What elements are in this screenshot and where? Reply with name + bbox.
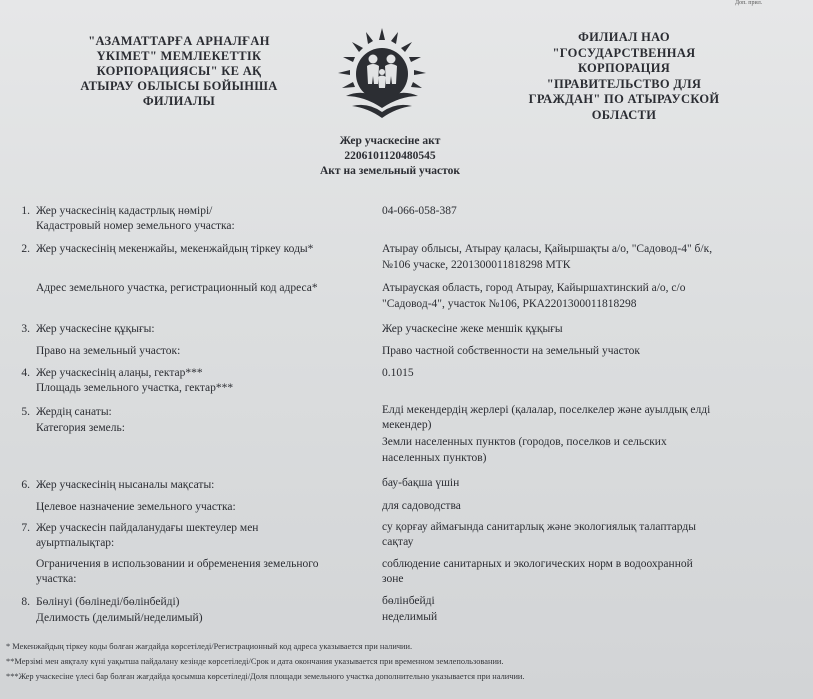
footnote-1: * Мекенжайдың тіркеу коды болған жағдайда көрсетіледі/Регистрационный код адреса указывается при наличии. <box>6 642 413 651</box>
address-value-ru-line1: Атырауская область, город Атырау, Кайыршахтинский а/о, с/о <box>382 282 686 294</box>
address-label-kz: Жер учаскесінің мекенжайы, мекенжайдың тіркеу коды* <box>36 243 314 255</box>
cadastral-label-kz: Жер учаскесінің кадастрлық нөмірі/ <box>36 205 213 217</box>
restrictions-value-kz-line1: су қорғау аймағында санитарлық және экологиялық талаптарды <box>382 521 696 533</box>
cadastral-number-value: 04-066-058-387 <box>382 205 457 217</box>
item-number: 4. <box>21 367 30 379</box>
category-label-ru: Категория земель: <box>36 422 125 434</box>
header-left-line: "АЗАМАТТАРҒА АРНАЛҒАН <box>88 34 270 48</box>
category-value-kz-line1: Елді мекендердің жерлері (қалалар, поселкелер және ауылдық елді <box>382 404 711 416</box>
header-left-line: АТЫРАУ ОБЛЫСЫ БОЙЫНША <box>80 79 278 93</box>
divisibility-value-ru: неделимый <box>382 611 438 623</box>
category-label-kz: Жердің санаты: <box>36 406 112 418</box>
act-number: 2206101120480545 <box>344 150 436 162</box>
area-label-kz: Жер учаскесінің алаңы, гектар*** <box>36 367 203 379</box>
item-number: 1. <box>21 205 30 217</box>
restrictions-value-ru-line2: зоне <box>382 573 404 585</box>
header-right-line: ОБЛАСТИ <box>591 107 657 122</box>
purpose-label-kz: Жер учаскесінің нысаналы мақсаты: <box>36 479 215 491</box>
header-right-ru <box>506 30 742 123</box>
header-left-line: ҮКІМЕТ" МЕМЛЕКЕТТІК <box>96 49 262 63</box>
item-number: 2. <box>21 243 30 255</box>
category-value-ru-line1: Земли населенных пунктов (городов, поселков и сельских <box>382 436 667 448</box>
address-value-kz-line2: №106 учаске, 220130001181​8298 МТК <box>382 259 571 271</box>
header-right-line: КОРПОРАЦИЯ <box>577 61 671 75</box>
right-label-kz: Жер учаскесіне құқығы: <box>36 323 155 335</box>
header-right-line: ГРАЖДАН" ПО АТЫРАУСКОЙ <box>528 92 720 106</box>
item-number: 7. <box>21 522 30 534</box>
divisibility-label-kz: Бөлінуі (бөлінеді/бөлінбейді) <box>36 596 180 608</box>
right-value-ru: Право частной собственности на земельный участок <box>382 345 640 357</box>
header-left-kz <box>48 34 310 109</box>
restrictions-label-ru-line2: участка: <box>36 573 77 585</box>
act-title-block <box>290 134 490 179</box>
header-left-line: ФИЛИАЛЫ <box>142 94 216 108</box>
item-number: 8. <box>21 596 30 608</box>
right-label-ru: Право на земельный участок: <box>36 345 181 357</box>
address-value-kz-line1: Атырау облысы, Атырау қаласы, Қайыршақты а/о, "Садовод-4" б/к, <box>382 243 713 255</box>
item-number: 5. <box>21 406 30 418</box>
address-label-ru: Адрес земельного участка, регистрационный код адреса* <box>36 282 318 294</box>
footnote-2: **Мерзімі мен аяқталу күні уақытша пайдалану кезінде көрсетіледі/Срок и дата окончания указывается при временном землепользовании. <box>6 657 504 666</box>
purpose-value-kz: бау-бақша үшін <box>382 477 460 489</box>
sun-family-logo-icon <box>334 26 430 122</box>
restrictions-value-kz-line2: сақтау <box>382 536 414 548</box>
restrictions-label-ru-line1: Ограничения в использовании и обременения земельного <box>36 558 319 570</box>
restrictions-label-kz-line1: Жер учаскесін пайдаланудағы шектеулер мен <box>36 522 259 534</box>
category-value-ru-line2: населенных пунктов) <box>382 452 487 464</box>
item-number: 3. <box>21 323 30 335</box>
restrictions-value-ru-line1: соблюдение санитарных и экологических норм в водоохранной <box>382 558 693 570</box>
divisibility-value-kz: бөлінбейді <box>382 595 435 607</box>
area-value: 0.1015 <box>382 367 414 379</box>
area-label-ru: Площадь земельного участка, гектар*** <box>36 382 234 394</box>
header-right-line: "ГОСУДАРСТВЕННАЯ <box>552 45 696 60</box>
act-title-kz: Жер учаскесіне акт <box>339 135 441 147</box>
divisibility-label-ru: Делимость (делимый/неделимый) <box>36 612 203 624</box>
corner-mark: Доп. прил. <box>735 0 763 6</box>
item-number: 6. <box>21 479 30 491</box>
header-left-line: КОРПОРАЦИЯСЫ" КЕ АҚ <box>96 64 262 78</box>
right-value-kz: Жер учаскесіне жеке меншік құқығы <box>382 323 563 335</box>
address-value-ru-line2: "Садовод-4", участок №106, РКА2201300011818298 <box>382 298 637 310</box>
header-right-line: "ПРАВИТЕЛЬСТВО ДЛЯ <box>546 76 702 91</box>
footnote-3: ***Жер учаскесіне үлесі бар болған жағдайда қосымша көрсетіледі/Доля площади земельного участка дополнительно указывается при наличии. <box>6 672 525 681</box>
act-title-ru: Акт на земельный участок <box>320 165 460 177</box>
category-value-kz-line2: мекендер) <box>382 419 432 431</box>
header-right-line: ФИЛИАЛ НАО <box>578 30 670 44</box>
cadastral-label-ru: Кадастровый номер земельного участка: <box>36 220 235 232</box>
purpose-label-ru: Целевое назначение земельного участка: <box>36 501 236 513</box>
restrictions-label-kz-line2: ауыртпалықтар: <box>36 537 115 549</box>
purpose-value-ru: для садоводства <box>382 500 461 512</box>
